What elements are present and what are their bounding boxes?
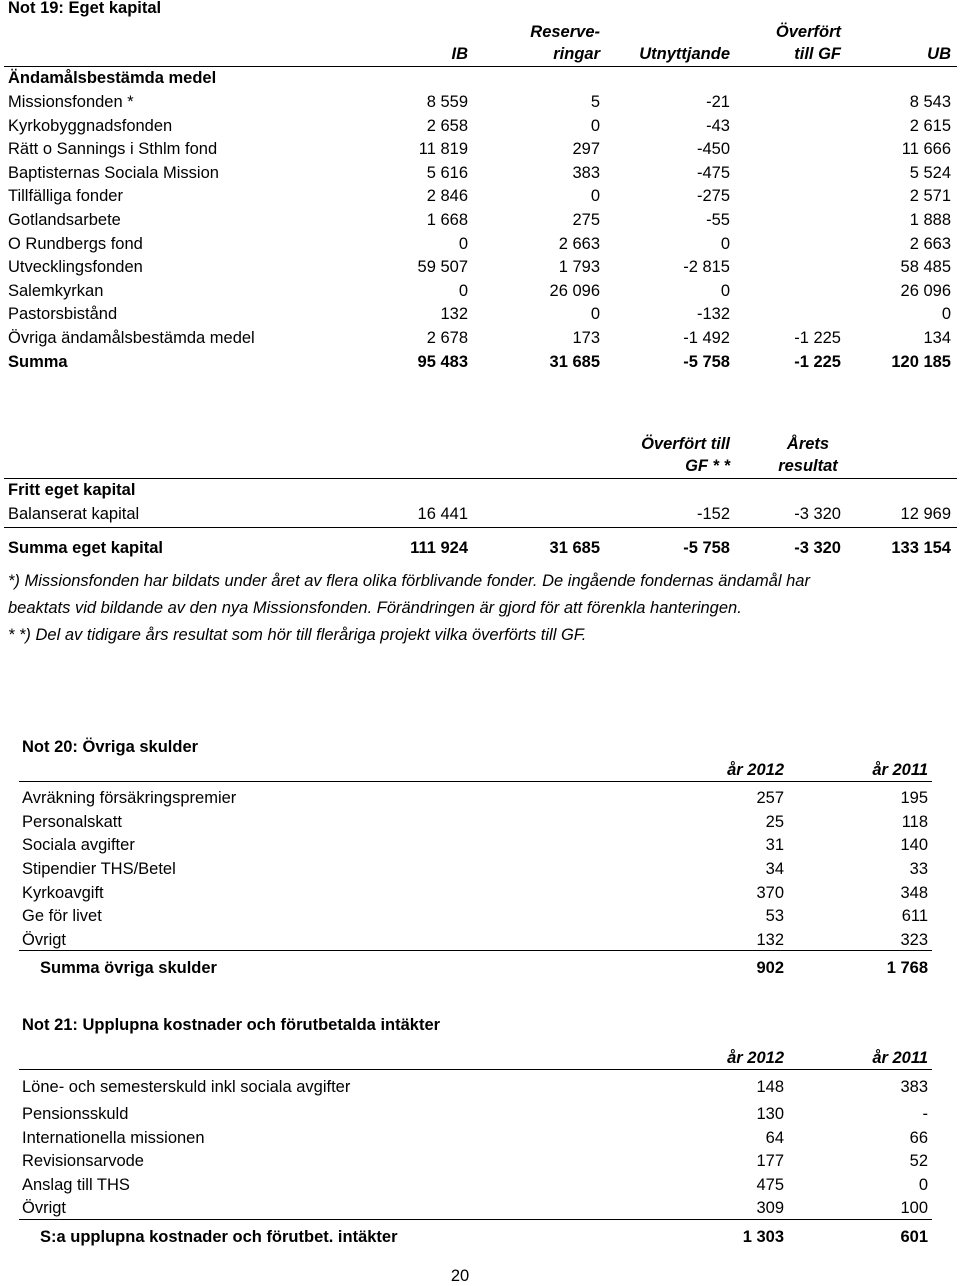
summa-res: 31 685 [549,352,600,371]
table-row-label: O Rundbergs fond [8,234,143,253]
balanserat-ib: 16 441 [417,505,468,523]
table-row-label: Rätt o Sannings i Sthlm fond [8,140,218,159]
list-item-2011: 118 [901,813,928,831]
list-item-2012: 148 [756,1078,784,1096]
section-title: Ändamålsbestämda medel [8,69,217,87]
table-cell-ib: 0 [458,281,468,300]
table-cell-ub: 26 096 [900,281,951,300]
table-cell-ub: 58 485 [900,258,951,277]
table-cell-ub: 134 [923,329,951,347]
table-cell-res: 26 096 [549,281,600,300]
col-header-reserv-2: ringar [553,45,600,63]
table-cell-res: 383 [572,163,600,182]
list-item-2012: 132 [756,931,784,949]
table-cell-ib: 132 [440,305,468,324]
table-cell-ib: 2 846 [426,187,468,206]
list-item-label: Anslag till THS [22,1176,130,1194]
list-item-2011: 348 [900,884,928,902]
note20-col-2011: år 2011 [872,761,928,779]
table-cell-ib: 2 678 [426,329,468,347]
table-cell-ub: 0 [941,305,951,324]
page-number: 20 [450,1267,470,1285]
header-rule-2 [4,478,957,479]
col-header-arets-2: resultat [778,457,838,475]
col-header-overfort-2: till GF [794,45,841,63]
note21-summa-2011: 601 [900,1228,928,1246]
list-item-2011: 100 [900,1199,928,1217]
summa-eget-label: Summa eget kapital [8,539,163,557]
table-cell-ovf: -1 225 [794,329,841,347]
table-cell-ub: 8 543 [909,93,951,111]
table-cell-utn: 0 [720,234,730,253]
table-cell-ub: 2 615 [909,116,951,135]
note20-summa-2012: 902 [756,959,784,977]
list-item-label: Sociala avgifter [22,836,135,854]
summa-ib: 95 483 [417,352,468,371]
fritt-title: Fritt eget kapital [8,481,136,499]
table-cell-utn: -275 [696,187,730,206]
balanserat-ub: 12 969 [900,505,951,523]
list-item-2012: 25 [765,813,784,831]
list-item-2012: 257 [756,789,784,807]
table-cell-utn: -43 [706,116,730,135]
list-item-label: Löne- och semesterskuld inkl sociala avgifter [22,1078,351,1096]
table-cell-ub: 5 524 [909,163,951,182]
note20-header-rule [19,781,932,782]
table-cell-ib: 2 658 [426,116,468,135]
summa-eget-utn: -5 758 [683,539,730,557]
table-cell-ib: 59 507 [417,258,468,277]
summa-utn: -5 758 [683,352,730,371]
list-item-2012: 130 [756,1105,784,1123]
list-item-2012: 64 [765,1129,784,1147]
col-header-utnyttjande: Utnyttjande [639,45,730,63]
list-item-label: Personalskatt [22,813,122,831]
table-row-label: Baptisternas Sociala Mission [8,163,219,182]
note21-summa-label: S:a upplupna kostnader och förutbet. intäkter [40,1228,398,1246]
col-header-reserv-1: Reserve- [530,23,600,41]
list-item-2012: 177 [756,1152,784,1170]
list-item-label: Ge för livet [22,907,102,925]
note20-col-2012: år 2012 [727,761,784,779]
table-cell-ub: 2 663 [909,234,951,253]
table-cell-res: 0 [590,187,600,206]
list-item-2011: 0 [918,1176,928,1194]
col-header-ub: UB [927,45,951,63]
summa-ovf: -1 225 [794,352,841,371]
table-cell-res: 2 663 [558,234,600,253]
summa-ub: 120 185 [891,352,951,371]
table-cell-utn: -450 [696,140,730,159]
note20-summa-label: Summa övriga skulder [40,959,217,977]
col-header-overfort-1: Överfört [775,23,841,41]
summa-eget-ars: -3 320 [794,539,841,557]
table-cell-res: 297 [572,140,600,159]
note20-summa-2011: 1 768 [886,959,928,977]
list-item-2011: 195 [900,789,928,807]
col-header-arets-1: Årets [786,435,830,453]
footnote-3: * *) Del av tidigare års resultat som hör till fleråriga projekt vilka överförts till GF. [8,626,587,644]
note20-title: Not 20: Övriga skulder [22,738,199,756]
list-item-label: Kyrkoavgift [22,884,104,902]
list-item-label: Avräkning försäkringspremier [22,789,237,807]
list-item-2011: 52 [909,1152,928,1170]
note21-summa-2012: 1 303 [742,1228,784,1246]
table-row-label: Tillfälliga fonder [8,187,123,206]
table-cell-res: 173 [572,329,600,347]
list-item-2011: 66 [909,1129,928,1147]
balanserat-utn: -152 [696,505,730,523]
list-item-2011: 33 [909,860,928,878]
list-item-label: Övrigt [22,931,67,949]
list-item-2012: 475 [756,1176,784,1194]
list-item-2011: 140 [900,836,928,854]
list-item-2012: 309 [756,1199,784,1217]
footnote-1: *) Missionsfonden har bildats under året av flera olika förblivande fonder. De ingående fondernas ändamål har [8,572,810,590]
list-item-2012: 53 [765,907,784,925]
table-cell-ub: 2 571 [909,187,951,206]
note21-col-2012: år 2012 [727,1049,784,1067]
table-row-label: Pastorsbistånd [8,305,118,324]
summa-eget-ib: 111 924 [410,539,468,557]
table-cell-utn: 0 [720,281,730,300]
table-cell-ub: 11 666 [901,140,951,159]
note21-title: Not 21: Upplupna kostnader och förutbetalda intäkter [22,1016,441,1034]
table-cell-res: 5 [590,93,600,111]
table-cell-utn: -475 [696,163,730,182]
list-item-label: Revisionsarvode [22,1152,144,1170]
header-rule [4,66,957,67]
list-item-label: Övrigt [22,1199,67,1217]
list-item-2012: 370 [756,884,784,902]
note21-sum-rule [19,1219,932,1220]
summa-label: Summa [8,352,68,371]
list-item-2011: 383 [900,1078,928,1096]
table-cell-ib: 0 [458,234,468,253]
list-item-2011: - [922,1105,928,1123]
note19-title: Not 19: Eget kapital [8,0,162,17]
table-cell-res: 0 [590,305,600,324]
balanserat-rule [4,527,957,528]
table-row-label: Utvecklingsfonden [8,258,143,277]
table-row-label: Övriga ändamålsbestämda medel [8,329,255,347]
table-cell-res: 275 [572,211,600,229]
note20-sum-rule [19,950,932,951]
table-cell-res: 1 793 [558,258,600,277]
balanserat-label: Balanserat kapital [8,505,140,523]
list-item-2011: 611 [901,907,928,925]
table-cell-ib: 5 616 [426,163,468,182]
list-item-label: Internationella missionen [22,1129,205,1147]
table-row-label: Missionsfonden * [8,93,134,111]
table-cell-ib: 8 559 [426,93,468,111]
footnote-2: beaktats vid bildande av den nya Missionsfonden. Förändringen är gjord för att förenkla hanteringen. [8,599,742,617]
col-header-ib: IB [451,45,468,63]
col-header-overfort-gf-1: Överfört till [641,435,730,453]
table-cell-ib: 1 668 [426,211,468,229]
table-cell-ib: 11 819 [418,140,468,159]
list-item-label: Pensionsskuld [22,1105,129,1123]
table-row-label: Salemkyrkan [8,281,104,300]
table-row-label: Gotlandsarbete [8,211,121,229]
summa-eget-ub: 133 154 [891,539,951,557]
table-cell-utn: -2 815 [683,258,730,277]
table-row-label: Kyrkobyggnadsfonden [8,116,173,135]
list-item-2012: 31 [765,836,784,854]
list-item-2012: 34 [765,860,784,878]
note21-header-rule [19,1069,932,1070]
table-cell-res: 0 [590,116,600,135]
table-cell-utn: -132 [696,305,730,324]
table-cell-utn: -55 [706,211,730,229]
summa-eget-res: 31 685 [549,539,600,557]
table-cell-utn: -1 492 [683,329,730,347]
table-cell-ub: 1 888 [909,211,951,229]
list-item-label: Stipendier THS/Betel [22,860,176,878]
table-cell-utn: -21 [706,93,730,111]
balanserat-ars: -3 320 [794,505,841,523]
note21-col-2011: år 2011 [872,1049,928,1067]
list-item-2011: 323 [900,931,928,949]
col-header-overfort-gf-2: GF * * [685,457,730,475]
